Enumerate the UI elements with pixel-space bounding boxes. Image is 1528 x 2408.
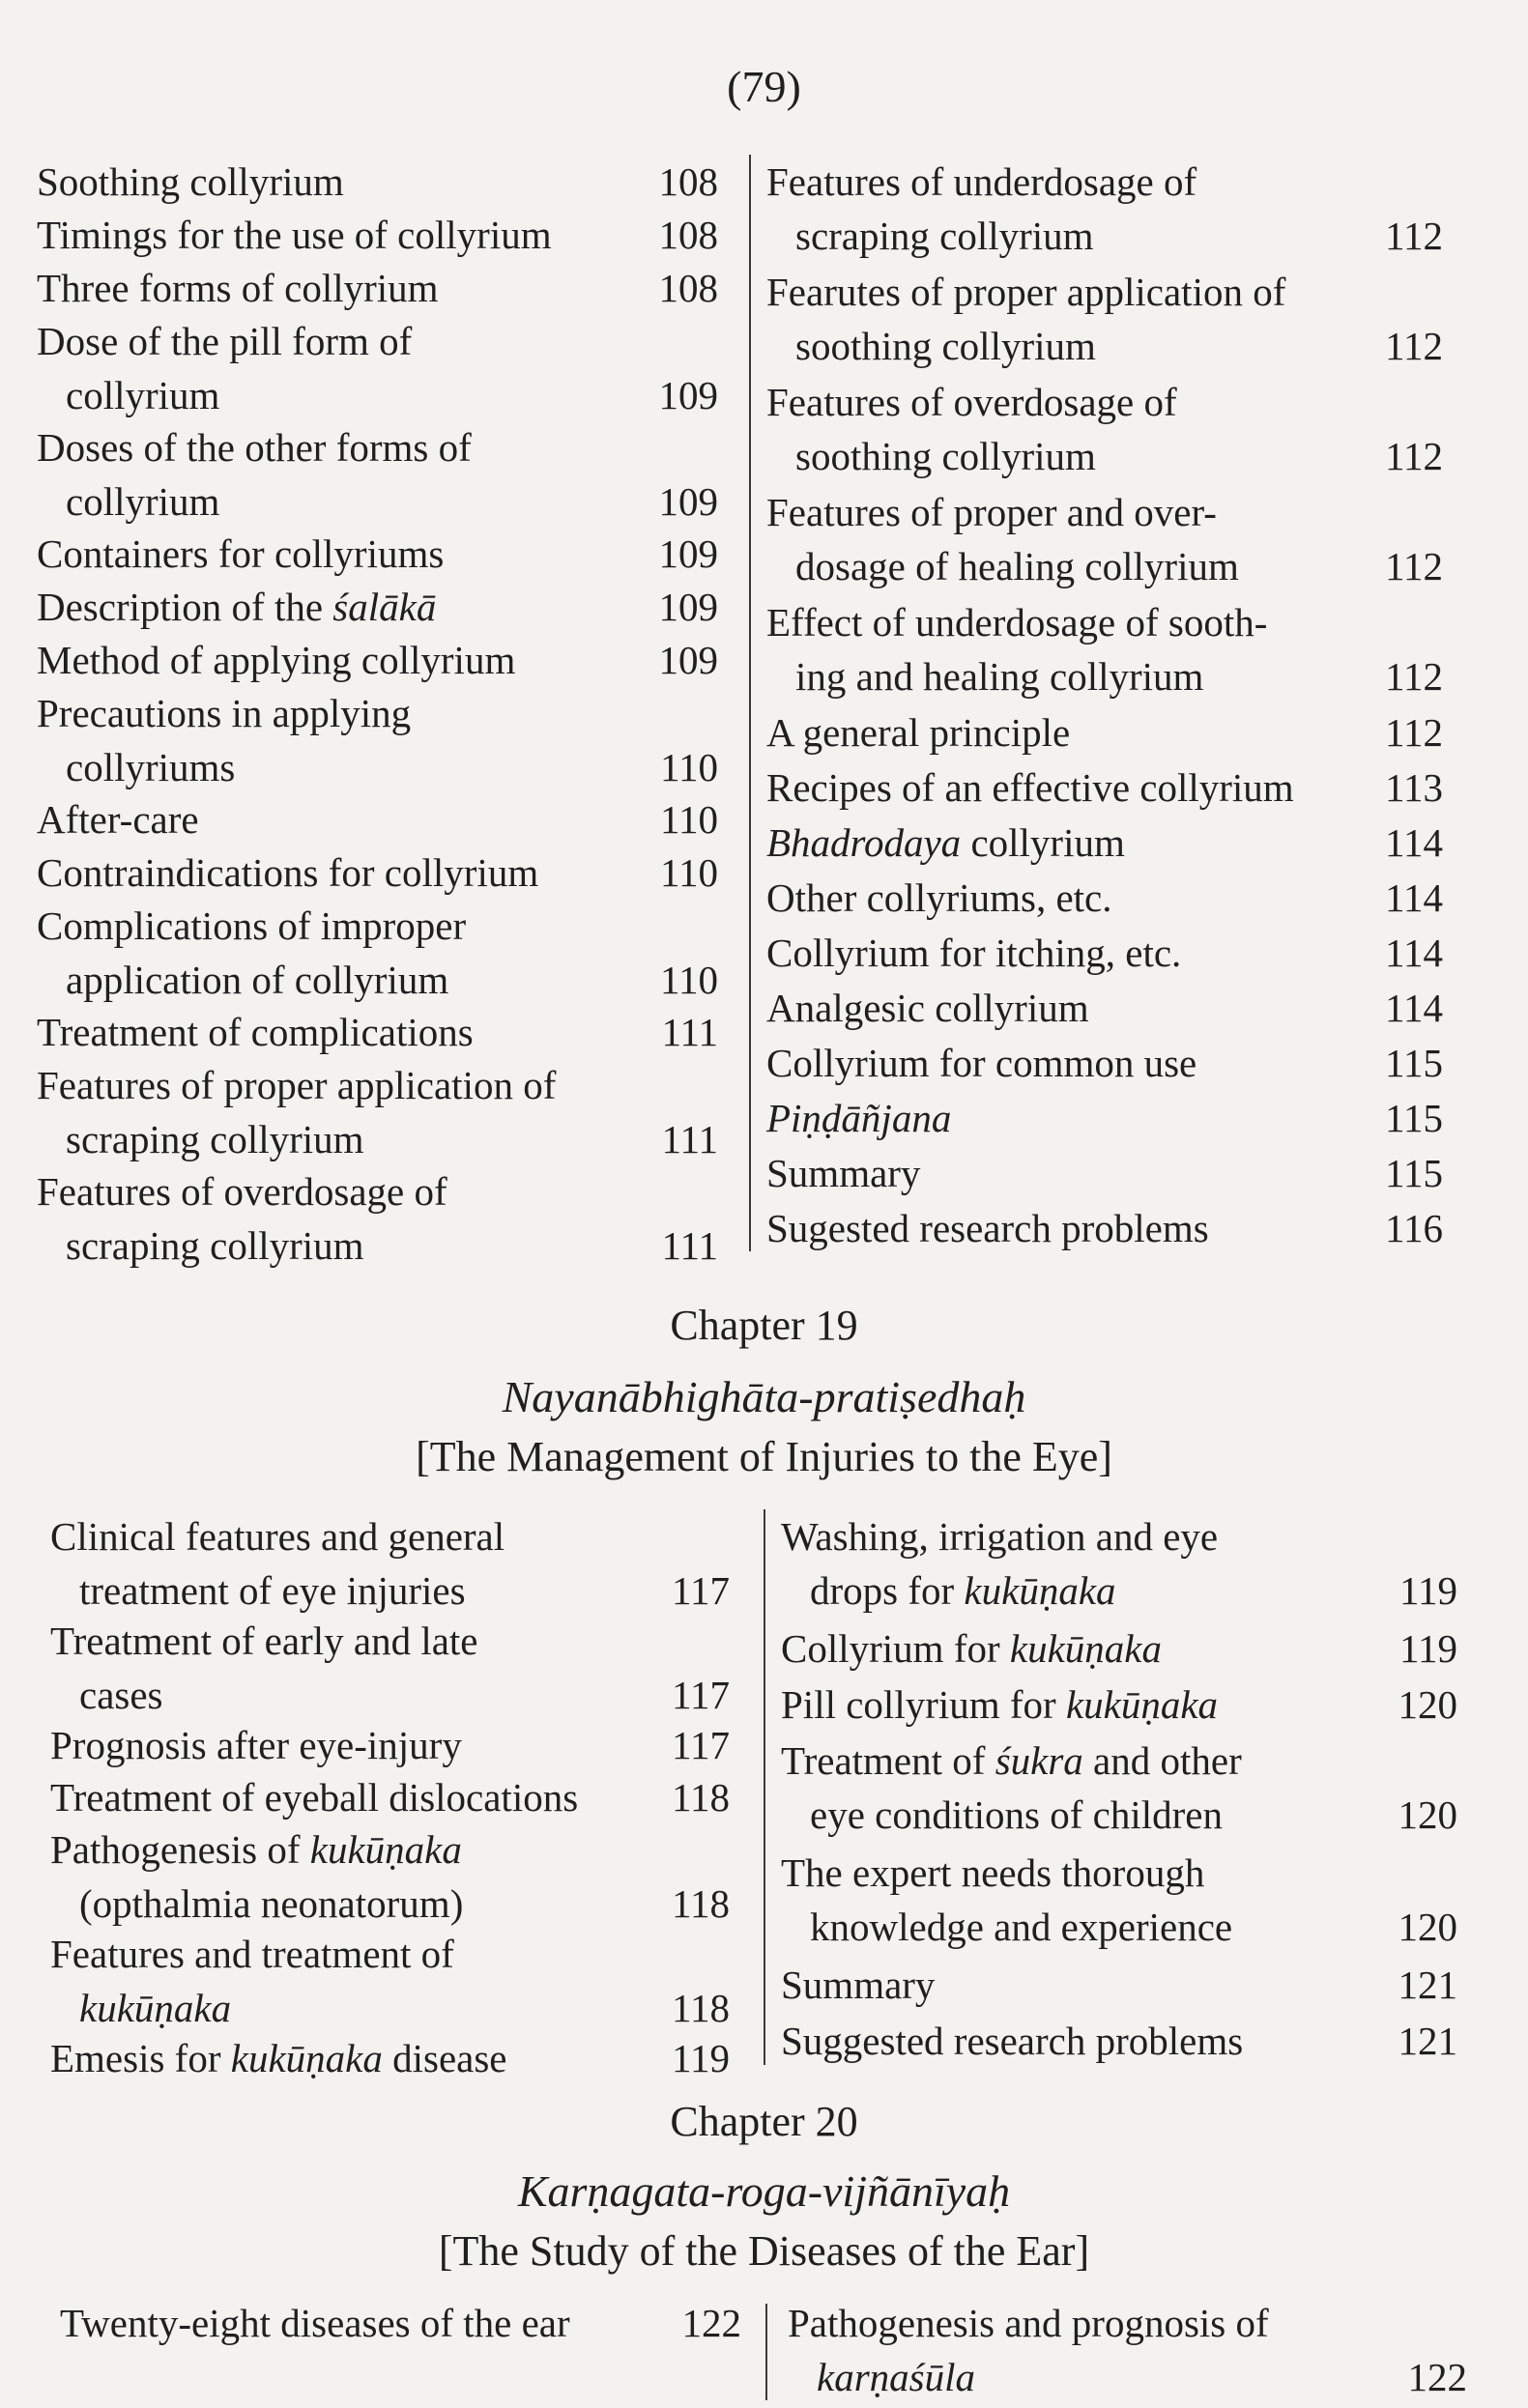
toc-entry-title-continued — [50, 1981, 730, 2035]
toc-page-number: 116 — [1385, 1206, 1443, 1250]
toc-page-number: 109 — [658, 531, 718, 576]
toc-entry-title-continued: scraping collyrium — [795, 214, 1094, 258]
toc-page-number: 115 — [1385, 1151, 1443, 1195]
toc-page-number: 112 — [1385, 324, 1443, 368]
chapter-20-sanskrit-title: Karṇagata-roga-vijñānīyaḥ — [517, 2166, 1011, 2216]
toc-entry-title-continued: eye conditions of children — [810, 1792, 1223, 1837]
toc-entry — [60, 2296, 741, 2350]
toc-page-number: 114 — [1385, 986, 1443, 1030]
toc-page-number: 115 — [1385, 1041, 1443, 1085]
toc-entry-title: Other collyriums, etc. — [766, 875, 1112, 920]
toc-entry-title: Prognosis after eye-injury — [50, 1723, 462, 1767]
toc-entry — [37, 420, 718, 529]
toc-page-number: 108 — [658, 159, 718, 204]
toc-page-number: 112 — [1385, 214, 1443, 258]
toc-page-number: 109 — [658, 373, 718, 417]
toc-entry-title: Features of overdosage of — [37, 1169, 447, 1214]
toc-entry-title-continued: treatment of eye injuries — [79, 1568, 466, 1613]
toc-page-number: 111 — [661, 1223, 718, 1268]
toc-entry — [37, 846, 718, 900]
toc-entry — [781, 1509, 1457, 1618]
toc-entry-title: Doses of the other forms of — [37, 425, 472, 470]
toc-page-number: 112 — [1385, 710, 1443, 755]
toc-entry-title-continued: ing and healing collyrium — [795, 654, 1204, 699]
toc-entry-title-continued: drops for kukūṇaka — [810, 1568, 1116, 1613]
toc-entry — [50, 1718, 730, 1772]
toc-page-number: 121 — [1398, 2019, 1457, 2063]
toc-entry-title-continued: knowledge and experience — [810, 1905, 1233, 1949]
column-divider — [765, 2304, 767, 2400]
italic-term: kukūṇaka — [1009, 1626, 1162, 1671]
toc-entry-title: Features of proper application of — [37, 1063, 557, 1107]
toc-entry — [766, 1036, 1443, 1090]
toc-entry — [37, 155, 718, 209]
toc-entry-title: Emesis for kukūṇaka disease — [50, 2036, 507, 2080]
toc-entry-title: Collyrium for kukūṇaka — [781, 1626, 1162, 1671]
toc-entry-title-continued: collyriums — [66, 745, 236, 789]
toc-page-number: 119 — [672, 2036, 730, 2080]
toc-page-number: 122 — [1407, 2355, 1467, 2399]
toc-entry-title: Fearutes of proper application of — [766, 270, 1286, 314]
toc-entry — [37, 261, 718, 315]
toc-page-number: 119 — [1399, 1568, 1457, 1613]
toc-entry — [788, 2296, 1467, 2404]
toc-entry-title: Treatment of complications — [37, 1010, 474, 1054]
toc-entry — [37, 208, 718, 262]
toc-page-number: 110 — [660, 745, 718, 789]
toc-entry-title: Contraindications for collyrium — [37, 850, 539, 895]
toc-page-number: 109 — [658, 585, 718, 629]
toc-entry-title-continued: soothing collyrium — [795, 434, 1096, 478]
toc-entry — [766, 265, 1443, 373]
toc-entry-title-continued: collyrium — [66, 373, 220, 417]
toc-entry — [766, 760, 1443, 815]
toc-entry — [766, 375, 1443, 483]
toc-entry-title: Treatment of śukra and other — [781, 1738, 1242, 1783]
toc-entry-title-continued — [788, 2350, 1467, 2404]
italic-term: kukūṇaka — [230, 2036, 383, 2080]
toc-page-number: 118 — [672, 1881, 730, 1926]
toc-entry-title-continued: scraping collyrium — [66, 1223, 364, 1268]
toc-entry — [50, 1614, 730, 1722]
toc-entry — [766, 816, 1443, 870]
toc-entry — [50, 1509, 730, 1618]
italic-term: Piṇḍāñjana — [766, 1096, 952, 1140]
toc-entry-title-continued: dosage of healing collyrium — [795, 544, 1239, 588]
toc-entry-title-continued: collyrium — [66, 479, 220, 524]
toc-entry-title: Summary — [766, 1151, 921, 1195]
chapter-20-label: Chapter 20 — [670, 2098, 858, 2145]
toc-entry-title: Soothing collyrium — [37, 159, 344, 204]
chapter-20-english-title: [The Study of the Diseases of the Ear] — [438, 2227, 1090, 2275]
toc-page-number: 108 — [658, 266, 718, 310]
toc-entry — [766, 155, 1443, 263]
italic-term: śukra — [995, 1738, 1083, 1783]
toc-section-1 — [0, 155, 1528, 1266]
toc-entry-title: Recipes of an effective collyrium — [766, 765, 1294, 810]
italic-term: śalākā — [332, 585, 437, 629]
toc-entry — [37, 1058, 718, 1166]
toc-entry-title: Twenty-eight diseases of the ear — [60, 2301, 570, 2345]
toc-entry-title: Features and treatment of — [50, 1932, 454, 1976]
toc-entry — [50, 1770, 730, 1824]
italic-term: kukūṇaka — [79, 1986, 232, 2030]
toc-entry-title: Suggested research problems — [781, 2019, 1244, 2063]
toc-page-number: 122 — [681, 2301, 741, 2345]
toc-page-number: 121 — [1398, 1963, 1457, 2007]
toc-entry-title: The expert needs thorough — [781, 1850, 1205, 1895]
toc-page-number: 120 — [1398, 1682, 1457, 1727]
toc-page-number: 117 — [672, 1673, 730, 1717]
toc-page-number: 112 — [1385, 654, 1443, 699]
chapter-19-label: Chapter 19 — [670, 1302, 858, 1349]
toc-entry-title: Description of the śalākā — [37, 585, 437, 629]
toc-entry — [37, 314, 718, 422]
toc-entry-title-continued: soothing collyrium — [795, 324, 1096, 368]
toc-entry-title: Treatment of eyeball dislocations — [50, 1775, 579, 1820]
toc-entry-title: Precautions in applying — [37, 691, 412, 735]
toc-entry — [766, 926, 1443, 980]
toc-entry-title: Dose of the pill form of — [37, 319, 413, 363]
toc-entry — [781, 1734, 1457, 1842]
toc-entry-title: A general principle — [766, 710, 1071, 755]
toc-entry — [766, 871, 1443, 925]
toc-section-chapter-19 — [0, 1509, 1528, 2089]
toc-entry — [37, 527, 718, 581]
toc-entry — [766, 705, 1443, 760]
toc-entry — [37, 1005, 718, 1059]
toc-entry-title: Three forms of collyrium — [37, 266, 439, 310]
toc-entry-title: Features of overdosage of — [766, 380, 1177, 424]
toc-entry — [766, 595, 1443, 703]
toc-page-number: 112 — [1385, 544, 1443, 588]
toc-entry — [37, 633, 718, 687]
toc-page-number: 115 — [1385, 1096, 1443, 1140]
toc-entry-title: Timings for the use of collyrium — [37, 213, 552, 257]
toc-entry-title: Pathogenesis of kukūṇaka — [50, 1827, 462, 1872]
italic-term: Bhadrodaya — [766, 820, 962, 865]
italic-term: kukūṇaka — [964, 1568, 1116, 1613]
toc-entry — [37, 686, 718, 794]
toc-entry-title-continued: cases — [79, 1673, 163, 1717]
toc-entry-title: After-care — [37, 797, 199, 842]
toc-entry — [781, 2014, 1457, 2068]
toc-page-number: 113 — [1385, 765, 1443, 810]
toc-entry-title — [766, 1091, 1443, 1145]
toc-entry-title: Method of applying collyrium — [37, 638, 516, 682]
toc-entry — [50, 1822, 730, 1931]
toc-page-number: 111 — [661, 1010, 718, 1054]
toc-page-number: 118 — [672, 1775, 730, 1820]
toc-entry — [37, 1164, 718, 1273]
italic-term: karṇaśūla — [817, 2355, 975, 2399]
toc-entry-title-continued: application of collyrium — [66, 958, 449, 1002]
toc-page-number: 109 — [658, 479, 718, 524]
toc-entry-title: Collyrium for itching, etc. — [766, 931, 1182, 975]
toc-entry — [781, 1846, 1457, 1954]
column-divider — [749, 155, 751, 1251]
toc-entry-title: Effect of underdosage of sooth- — [766, 600, 1268, 645]
toc-page-number: 108 — [658, 213, 718, 257]
column-divider — [764, 1509, 765, 2065]
toc-entry-title: Bhadrodaya collyrium — [766, 820, 1125, 865]
toc-entry-title: Containers for collyriums — [37, 531, 445, 576]
chapter-19-english-title: [The Management of Injuries to the Eye] — [416, 1433, 1112, 1480]
toc-entry — [37, 580, 718, 634]
toc-entry-title: Complications of improper — [37, 903, 467, 948]
chapter-19-sanskrit-title: Nayanābhighāta-pratiṣedhaḥ — [502, 1372, 1026, 1421]
toc-entry-title: Summary — [781, 1963, 936, 2007]
toc-page-number: 120 — [1398, 1905, 1457, 1949]
toc-entry-title: Clinical features and general — [50, 1514, 505, 1559]
toc-page-number: 119 — [1399, 1626, 1457, 1671]
toc-entry-title: Pathogenesis and prognosis of — [788, 2301, 1269, 2345]
toc-entry-title: Collyrium for common use — [766, 1041, 1197, 1085]
toc-entry — [781, 1677, 1457, 1732]
italic-term: kukūṇaka — [309, 1827, 462, 1872]
toc-entry — [766, 485, 1443, 593]
toc-page-number: 110 — [660, 850, 718, 895]
toc-entry — [50, 2031, 730, 2085]
italic-term: kukūṇaka — [1065, 1682, 1219, 1727]
toc-entry — [781, 1621, 1457, 1676]
toc-page-number: 110 — [660, 797, 718, 842]
toc-page-number: 117 — [672, 1568, 730, 1613]
toc-page-number: 114 — [1385, 875, 1443, 920]
toc-entry-title: Features of proper and over- — [766, 490, 1217, 534]
toc-page-number: 118 — [672, 1986, 730, 2030]
toc-entry-title: Pill collyrium for kukūṇaka — [781, 1682, 1219, 1727]
toc-page-number: 117 — [672, 1723, 730, 1767]
toc-entry-title: Analgesic collyrium — [766, 986, 1089, 1030]
toc-entry — [766, 1201, 1443, 1255]
toc-entry — [766, 1146, 1443, 1200]
toc-section-chapter-20 — [0, 2296, 1528, 2408]
page-number: (79) — [727, 62, 801, 111]
toc-entry-title-continued: (opthalmia neonatorum) — [79, 1881, 464, 1926]
toc-entry — [50, 1927, 730, 2035]
toc-page-number: 114 — [1385, 931, 1443, 975]
toc-entry-title: Features of underdosage of — [766, 159, 1197, 204]
toc-entry-title: Sugested research problems — [766, 1206, 1209, 1250]
toc-page-number: 111 — [661, 1117, 718, 1161]
toc-page-number: 114 — [1385, 820, 1443, 865]
toc-entry-title: Treatment of early and late — [50, 1619, 478, 1663]
toc-entry-title: Washing, irrigation and eye — [781, 1514, 1219, 1559]
toc-page-number: 120 — [1398, 1792, 1457, 1837]
toc-page-number: 112 — [1385, 434, 1443, 478]
toc-page-number: 109 — [658, 638, 718, 682]
toc-page-number: 110 — [660, 958, 718, 1002]
toc-entry — [766, 1091, 1443, 1145]
toc-entry — [37, 792, 718, 846]
toc-entry — [37, 899, 718, 1007]
toc-entry — [781, 1958, 1457, 2012]
toc-entry-title-continued: scraping collyrium — [66, 1117, 364, 1161]
toc-entry — [766, 981, 1443, 1035]
